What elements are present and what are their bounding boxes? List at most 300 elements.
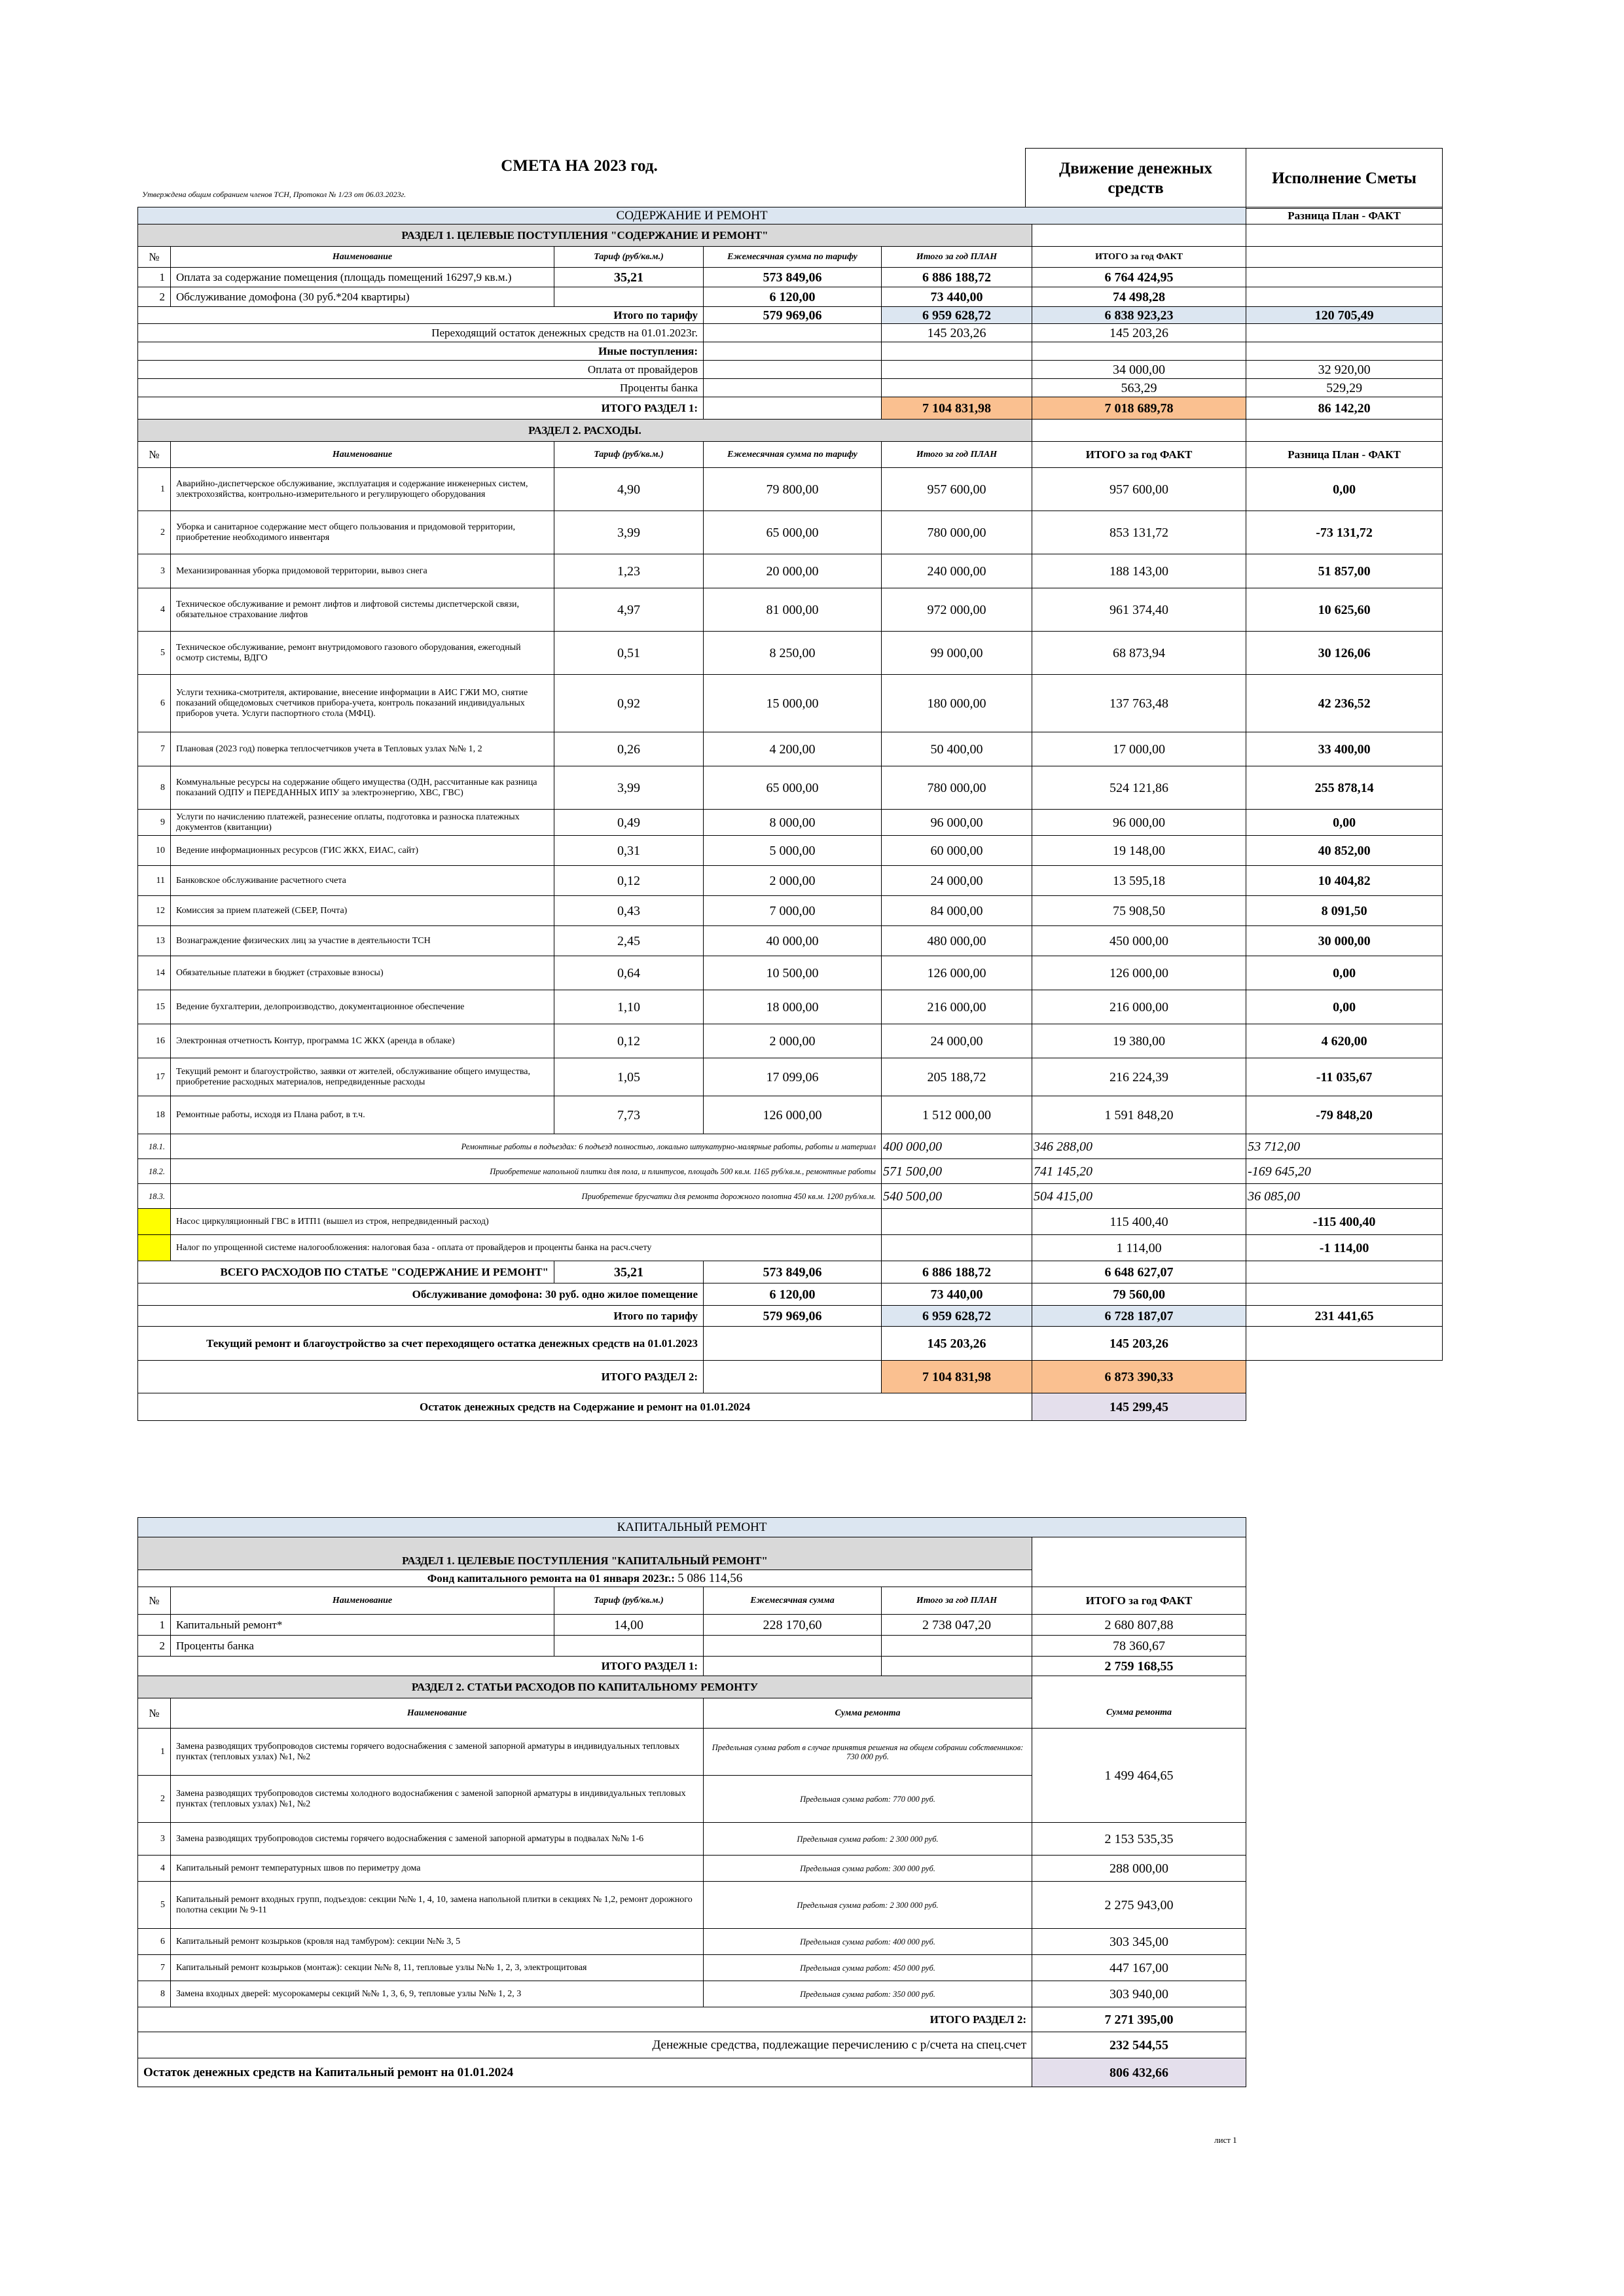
carryover-row — [138, 324, 1443, 342]
total1-fact: 7 018 689,78 — [1032, 397, 1246, 420]
row-tariff: 14,00 — [554, 1615, 704, 1636]
row-diff: 33 400,00 — [1246, 732, 1443, 766]
row-tariff: 3,99 — [554, 511, 704, 554]
row-monthly: 15 000,00 — [704, 675, 882, 732]
row-name: Ведение информационных ресурсов (ГИС ЖКХ, ЕИАС, сайт) — [171, 836, 554, 866]
all-expenses-monthly: 573 849,06 — [704, 1261, 882, 1283]
capital-total2-row — [138, 2007, 1246, 2032]
row-name: Услуги техника-смотрителя, актирование, внесение информации в АИС ГЖИ МО, снятие показаний общедомовых счетчиков прибора-учета, контроль показаний индивидуальных приборов учета. Услуги паспортного стола (МФЦ). — [171, 675, 554, 732]
extra-row — [138, 1235, 1443, 1261]
header-boxes — [1025, 148, 1443, 209]
total2-label: ИТОГО РАЗДЕЛ 2: — [138, 1361, 704, 1393]
row-plan: 540 500,00 — [882, 1184, 1032, 1209]
row-name: Капитальный ремонт козырьков (монтаж): секции №№ 8, 11, тепловые узлы №№ 1, 2, 3, электрощитовая — [171, 1955, 704, 1981]
row-name: Приобретение напольной плитки для пола, и плинтусов, площадь 500 кв.м. 1165 руб/кв.м., ремонтные работы — [171, 1159, 882, 1184]
capital-income-row — [138, 1615, 1246, 1636]
row-num: 1 — [138, 468, 171, 511]
col-fact: ИТОГО за год ФАКТ — [1032, 1587, 1246, 1615]
row-monthly: 228 170,60 — [704, 1615, 882, 1636]
expense-row — [138, 554, 1443, 588]
row-plan: 480 000,00 — [882, 926, 1032, 956]
execution-header: Исполнение Сметы — [1246, 149, 1443, 209]
row-name: Текущий ремонт и благоустройство, заявки от жителей, обслуживание общего имущества, приобретение расходных материалов, непредвиденные расходы — [171, 1058, 554, 1096]
tariff-total-row — [138, 307, 1443, 324]
row-fact: 1 591 848,20 — [1032, 1096, 1246, 1134]
row-diff: 40 852,00 — [1246, 836, 1443, 866]
expense-row — [138, 675, 1443, 732]
col-fact: ИТОГО за год ФАКТ — [1032, 442, 1246, 468]
row-tariff: 0,31 — [554, 836, 704, 866]
row-diff: 0,00 — [1246, 468, 1443, 511]
row-fact: 2 153 535,35 — [1032, 1823, 1246, 1856]
works-row — [138, 1882, 1246, 1929]
other-income-label: Иные поступления: — [138, 342, 704, 361]
row-num: 7 — [138, 732, 171, 766]
all-expenses-label: ВСЕГО РАСХОДОВ ПО СТАТЬЕ "СОДЕРЖАНИЕ И РЕМОНТ" — [138, 1261, 554, 1283]
row-plan: 957 600,00 — [882, 468, 1032, 511]
row-fact: 957 600,00 — [1032, 468, 1246, 511]
current-repair-label: Текущий ремонт и благоустройство за счет переходящего остатка денежных средств на 01.01.2023 — [138, 1327, 704, 1361]
row-plan: 571 500,00 — [882, 1159, 1032, 1184]
col-num: № — [138, 442, 171, 468]
row-tariff: 35,21 — [554, 268, 704, 287]
row-name: Аварийно-диспетчерское обслуживание, эксплуатация и содержание инженерных систем, электрохозяйства, контрольно-измерительного и регулирующего оборудования — [171, 468, 554, 511]
row-num: 2 — [138, 511, 171, 554]
row-name: Коммунальные ресурсы на содержание общего имущества (ОДН, рассчитанные как разница показаний ОДПУ и ПЕРЕДАННЫХ ИПУ за электроэнергию, ХВС, ГВС) — [171, 766, 554, 810]
col-num: № — [138, 1698, 171, 1729]
row-plan: 216 000,00 — [882, 990, 1032, 1024]
col-plan: Итого за год ПЛАН — [882, 1587, 1032, 1615]
bank-interest-label: Проценты банка — [138, 379, 704, 397]
row-diff: 0,00 — [1246, 810, 1443, 836]
row-fact: 450 000,00 — [1032, 926, 1246, 956]
row-tariff: 1,05 — [554, 1058, 704, 1096]
expense-row — [138, 866, 1443, 896]
capital-total1-fact: 2 759 168,55 — [1032, 1657, 1246, 1676]
highlight-marker — [138, 1235, 171, 1261]
providers-row — [138, 361, 1443, 379]
col-tariff: Тариф (руб/кв.м.) — [554, 247, 704, 268]
all-expenses-row — [138, 1261, 1443, 1283]
providers-fact: 34 000,00 — [1032, 361, 1246, 379]
col-sum: Сумма ремонта — [704, 1698, 1032, 1729]
balance-fact: 145 299,45 — [1032, 1393, 1246, 1421]
expense-row — [138, 926, 1443, 956]
expense-row — [138, 810, 1443, 836]
row-plan: 24 000,00 — [882, 1024, 1032, 1058]
row-monthly: 65 000,00 — [704, 511, 882, 554]
highlight-marker — [138, 1209, 171, 1235]
row-diff: 0,00 — [1246, 956, 1443, 990]
tariff-total2-plan: 6 959 628,72 — [882, 1306, 1032, 1327]
col-name: Наименование — [171, 247, 554, 268]
expense-row — [138, 468, 1443, 511]
all-expenses-fact: 6 648 627,07 — [1032, 1261, 1246, 1283]
col-monthly: Ежемесячная сумма — [704, 1587, 882, 1615]
row-fact: 524 121,86 — [1032, 766, 1246, 810]
col-name: Наименование — [171, 1587, 554, 1615]
section1-heading: РАЗДЕЛ 1. ЦЕЛЕВЫЕ ПОСТУПЛЕНИЯ "СОДЕРЖАНИЕ И РЕМОНТ" — [138, 224, 1032, 247]
row-diff: -73 131,72 — [1246, 511, 1443, 554]
row-num: 2 — [138, 1776, 171, 1823]
row-plan: 400 000,00 — [882, 1134, 1032, 1159]
row-name: Приобретение брусчатки для ремонта дорожного полотна 450 кв.м. 1200 руб/кв.м. — [171, 1184, 882, 1209]
bank-interest-fact: 563,29 — [1032, 379, 1246, 397]
tariff-total2-fact: 6 728 187,07 — [1032, 1306, 1246, 1327]
row-num: 18.1. — [138, 1134, 171, 1159]
expense-row — [138, 896, 1443, 926]
row-name: Насос циркуляционный ГВС в ИТП1 (вышел из строя, непредвиденный расход) — [171, 1209, 882, 1235]
capital-total1-row — [138, 1657, 1246, 1676]
row-limit: Предельная сумма работ: 450 000 руб. — [704, 1955, 1032, 1981]
row-name: Замена разводящих трубопроводов системы горячего водоснабжения с заменой запорной арматуры в подвалах №№ 1-6 — [171, 1823, 704, 1856]
tariff-total-label: Итого по тарифу — [138, 307, 704, 324]
expense-row — [138, 766, 1443, 810]
row-fact: 19 148,00 — [1032, 836, 1246, 866]
all-expenses-plan: 6 886 188,72 — [882, 1261, 1032, 1283]
row-fact: 137 763,48 — [1032, 675, 1246, 732]
fund-row — [138, 1570, 1032, 1587]
row-tariff: 1,23 — [554, 554, 704, 588]
row-name: Механизированная уборка придомовой территории, вывоз снега — [171, 554, 554, 588]
diff-header: Разница План - ФАКТ — [1246, 207, 1443, 224]
row-num: 15 — [138, 990, 171, 1024]
col-tariff: Тариф (руб/кв.м.) — [554, 1587, 704, 1615]
works-row — [138, 1823, 1246, 1856]
providers-diff: 32 920,00 — [1246, 361, 1443, 379]
row-plan: 50 400,00 — [882, 732, 1032, 766]
transfer-label: Денежные средства, подлежащие перечислению с р/счета на спец.счет — [138, 2032, 1032, 2058]
col-plan: Итого за год ПЛАН — [882, 247, 1032, 268]
row-limit: Предельная сумма работ: 2 300 000 руб. — [704, 1823, 1032, 1856]
capital-heading: КАПИТАЛЬНЫЙ РЕМОНТ — [138, 1518, 1246, 1537]
row-monthly: 6 120,00 — [704, 287, 882, 307]
col-plan: Итого за год ПЛАН — [882, 442, 1032, 468]
maintenance-table — [137, 207, 1443, 1421]
row-limit: Предельная сумма работ: 300 000 руб. — [704, 1856, 1032, 1882]
row-monthly: 20 000,00 — [704, 554, 882, 588]
intercom-monthly: 6 120,00 — [704, 1283, 882, 1306]
row-name: Обслуживание домофона (30 руб.*204 квартиры) — [171, 287, 554, 307]
row-tariff: 3,99 — [554, 766, 704, 810]
row-num: 14 — [138, 956, 171, 990]
row-name: Уборка и санитарное содержание мест общего пользования и придомовой территории, приобретение необходимого инвентаря — [171, 511, 554, 554]
balance-label: Остаток денежных средств на Содержание и ремонт на 01.01.2024 — [138, 1393, 1032, 1421]
row-name: Проценты банка — [171, 1636, 554, 1657]
expense-row — [138, 956, 1443, 990]
row-num: 18.2. — [138, 1159, 171, 1184]
row-plan: 60 000,00 — [882, 836, 1032, 866]
row-diff: 10 404,82 — [1246, 866, 1443, 896]
col-fact: ИТОГО за год ФАКТ — [1032, 247, 1246, 268]
row-name: Замена входных дверей: мусорокамеры секций №№ 1, 3, 6, 9, тепловые узлы №№ 1, 2, 3 — [171, 1981, 704, 2007]
row-tariff: 0,12 — [554, 1024, 704, 1058]
row-monthly: 17 099,06 — [704, 1058, 882, 1096]
row-monthly: 40 000,00 — [704, 926, 882, 956]
row-monthly: 5 000,00 — [704, 836, 882, 866]
row-monthly: 573 849,06 — [704, 268, 882, 287]
section2-heading: РАЗДЕЛ 2. РАСХОДЫ. — [138, 420, 1032, 442]
income-row — [138, 287, 1443, 307]
row-diff: 30 000,00 — [1246, 926, 1443, 956]
col-num: № — [138, 1587, 171, 1615]
works-row — [138, 1729, 1246, 1776]
row-fact: 188 143,00 — [1032, 554, 1246, 588]
row-num: 1 — [138, 1729, 171, 1776]
col-name: Наименование — [171, 442, 554, 468]
row-monthly: 81 000,00 — [704, 588, 882, 632]
row-fact: 346 288,00 — [1032, 1134, 1246, 1159]
intercom-plan: 73 440,00 — [882, 1283, 1032, 1306]
row-name: Капитальный ремонт входных групп, подъездов: секции №№ 1, 4, 10, замена напольной плитки в секциях № 1,2, ремонт дорожного полотна секции № 9-11 — [171, 1882, 704, 1929]
row-fact: 2 275 943,00 — [1032, 1882, 1246, 1929]
expense-row — [138, 732, 1443, 766]
row-fact: 2 680 807,88 — [1032, 1615, 1246, 1636]
row-diff: -11 035,67 — [1246, 1058, 1443, 1096]
expense-row — [138, 1024, 1443, 1058]
carryover-fact: 145 203,26 — [1032, 324, 1246, 342]
intercom-fact: 79 560,00 — [1032, 1283, 1246, 1306]
total1-diff: 86 142,20 — [1246, 397, 1443, 420]
row-name: Замена разводящих трубопроводов системы горячего водоснабжения с заменой запорной арматуры в индивидуальных тепловых пунктах (тепловых узлах) №1, №2 — [171, 1729, 704, 1776]
carryover-label: Переходящий остаток денежных средств на 01.01.2023г. — [138, 324, 704, 342]
row-plan: 99 000,00 — [882, 632, 1032, 675]
row-monthly: 2 000,00 — [704, 866, 882, 896]
row-num: 16 — [138, 1024, 171, 1058]
capital-section2-heading: РАЗДЕЛ 2. СТАТЬИ РАСХОДОВ ПО КАПИТАЛЬНОМУ РЕМОНТУ — [138, 1676, 1032, 1698]
row-name: Комиссия за прием платежей (СБЕР, Почта) — [171, 896, 554, 926]
row-tariff: 0,12 — [554, 866, 704, 896]
row-fact: 216 000,00 — [1032, 990, 1246, 1024]
row-num: 17 — [138, 1058, 171, 1096]
row-tariff: 4,97 — [554, 588, 704, 632]
works-row — [138, 1856, 1246, 1882]
row-diff: 8 091,50 — [1246, 896, 1443, 926]
row-fact: 961 374,40 — [1032, 588, 1246, 632]
row-diff: -79 848,20 — [1246, 1096, 1443, 1134]
capital-total2-label: ИТОГО РАЗДЕЛ 2: — [138, 2007, 1032, 2032]
row-fact: 96 000,00 — [1032, 810, 1246, 836]
expense-row — [138, 990, 1443, 1024]
fund-value: 5 086 114,56 — [677, 1571, 743, 1585]
row-plan: 180 000,00 — [882, 675, 1032, 732]
expense-row — [138, 836, 1443, 866]
row-diff: 10 625,60 — [1246, 588, 1443, 632]
row-fact: 74 498,28 — [1032, 287, 1246, 307]
transfer-fact: 232 544,55 — [1032, 2032, 1246, 2058]
row-num: 6 — [138, 1929, 171, 1955]
row-plan: 6 886 188,72 — [882, 268, 1032, 287]
total1-label: ИТОГО РАЗДЕЛ 1: — [138, 397, 704, 420]
tariff-total2-diff: 231 441,65 — [1246, 1306, 1443, 1327]
row-diff: 4 620,00 — [1246, 1024, 1443, 1058]
row-diff: 30 126,06 — [1246, 632, 1443, 675]
row-diff: 255 878,14 — [1246, 766, 1443, 810]
row-monthly: 10 500,00 — [704, 956, 882, 990]
row-name: Техническое обслуживание и ремонт лифтов и лифтовой системы диспетчерской связи, обязательное страхование лифтов — [171, 588, 554, 632]
row-num: 13 — [138, 926, 171, 956]
works-row — [138, 1955, 1246, 1981]
intercom-label: Обслуживание домофона: 30 руб. одно жилое помещение — [138, 1283, 704, 1306]
capital-balance-label: Остаток денежных средств на Капитальный ремонт на 01.01.2024 — [138, 2058, 1032, 2087]
row-limit: Предельная сумма работ: 350 000 руб. — [704, 1981, 1032, 2007]
row-limit: Предельная сумма работ в случае принятия решения на общем собрании собственников: 730 000 руб. — [704, 1729, 1032, 1776]
row-plan: 240 000,00 — [882, 554, 1032, 588]
row-num: 4 — [138, 1856, 171, 1882]
row-num: 2 — [138, 287, 171, 307]
col-name: Наименование — [171, 1698, 704, 1729]
tariff-total-monthly: 579 969,06 — [704, 307, 882, 324]
row-diff: 0,00 — [1246, 990, 1443, 1024]
works-1-2-fact: 1 499 464,65 — [1032, 1729, 1246, 1823]
row-name: Ремонтные работы в подъездах: 6 подъезд полностью, локально штукатурно-малярные работы, работы и материал — [171, 1134, 882, 1159]
row-fact: 303 940,00 — [1032, 1981, 1246, 2007]
row-tariff: 0,43 — [554, 896, 704, 926]
row-monthly: 7 000,00 — [704, 896, 882, 926]
row-fact: 447 167,00 — [1032, 1955, 1246, 1981]
row-diff: -115 400,40 — [1246, 1209, 1443, 1235]
row-name: Банковское обслуживание расчетного счета — [171, 866, 554, 896]
tariff-total-diff: 120 705,49 — [1246, 307, 1443, 324]
row-name: Ведение бухгалтерии, делопроизводство, документационное обеспечение — [171, 990, 554, 1024]
expense-row — [138, 632, 1443, 675]
carryover-plan: 145 203,26 — [882, 324, 1032, 342]
row-monthly: 8 250,00 — [704, 632, 882, 675]
row-name: Плановая (2023 год) поверка теплосчетчиков учета в Тепловых узлах №№ 1, 2 — [171, 732, 554, 766]
row-fact: 115 400,40 — [1032, 1209, 1246, 1235]
current-repair-fact: 145 203,26 — [1032, 1327, 1246, 1361]
total2-fact: 6 873 390,33 — [1032, 1361, 1246, 1393]
providers-label: Оплата от провайдеров — [138, 361, 704, 379]
all-expenses-tariff: 35,21 — [554, 1261, 704, 1283]
total1-row — [138, 397, 1443, 420]
row-fact: 126 000,00 — [1032, 956, 1246, 990]
total1-plan: 7 104 831,98 — [882, 397, 1032, 420]
row-num: 18.3. — [138, 1184, 171, 1209]
row-plan: 780 000,00 — [882, 766, 1032, 810]
row-num: 8 — [138, 1981, 171, 2007]
row-limit: Предельная сумма работ: 2 300 000 руб. — [704, 1882, 1032, 1929]
row-plan: 2 738 047,20 — [882, 1615, 1032, 1636]
row-name: Ремонтные работы, исходя из Плана работ, в т.ч. — [171, 1096, 554, 1134]
cash-flow-header: Движение денежных средств — [1026, 149, 1246, 209]
row-num: 5 — [138, 632, 171, 675]
row-fact: 741 145,20 — [1032, 1159, 1246, 1184]
transfer-row — [138, 2032, 1246, 2058]
row-num: 3 — [138, 1823, 171, 1856]
row-plan: 1 512 000,00 — [882, 1096, 1032, 1134]
row-fact: 1 114,00 — [1032, 1235, 1246, 1261]
capital-total1-label: ИТОГО РАЗДЕЛ 1: — [138, 1657, 704, 1676]
row-tariff: 0,26 — [554, 732, 704, 766]
row-name: Замена разводящих трубопроводов системы холодного водоснабжения с заменой запорной арматуры в индивидуальных тепловых пунктах (тепловых узлах) №1, №2 — [171, 1776, 704, 1823]
row-tariff: 0,49 — [554, 810, 704, 836]
row-diff: 51 857,00 — [1246, 554, 1443, 588]
row-num: 3 — [138, 554, 171, 588]
col-num: № — [138, 247, 171, 268]
col-tariff: Тариф (руб/кв.м.) — [554, 442, 704, 468]
row-monthly: 18 000,00 — [704, 990, 882, 1024]
total2-plan: 7 104 831,98 — [882, 1361, 1032, 1393]
col-monthly: Ежемесячная сумма по тарифу — [704, 247, 882, 268]
row-limit: Предельная сумма работ: 770 000 руб. — [704, 1776, 1032, 1823]
row-name: Капитальный ремонт* — [171, 1615, 554, 1636]
row-fact: 216 224,39 — [1032, 1058, 1246, 1096]
row-monthly: 65 000,00 — [704, 766, 882, 810]
col-sum-fact: Сумма ремонта — [1032, 1698, 1246, 1729]
row-num: 9 — [138, 810, 171, 836]
expense-row — [138, 1058, 1443, 1096]
extra-row — [138, 1209, 1443, 1235]
current-repair-row — [138, 1327, 1443, 1361]
approval-note: Утверждена общим собранием членов ТСН, Протокол № 1/23 от 06.03.2023г. — [142, 190, 406, 199]
subitem-row — [138, 1184, 1443, 1209]
row-tariff: 4,90 — [554, 468, 704, 511]
row-tariff: 0,51 — [554, 632, 704, 675]
row-tariff: 2,45 — [554, 926, 704, 956]
row-plan: 96 000,00 — [882, 810, 1032, 836]
capital-repair-table — [137, 1517, 1246, 2087]
row-fact: 68 873,94 — [1032, 632, 1246, 675]
capital-total2-fact: 7 271 395,00 — [1032, 2007, 1246, 2032]
row-monthly: 126 000,00 — [704, 1096, 882, 1134]
row-plan: 780 000,00 — [882, 511, 1032, 554]
row-fact: 78 360,67 — [1032, 1636, 1246, 1657]
row-monthly: 4 200,00 — [704, 732, 882, 766]
row-fact: 75 908,50 — [1032, 896, 1246, 926]
col-monthly: Ежемесячная сумма по тарифу — [704, 442, 882, 468]
row-num: 8 — [138, 766, 171, 810]
total2-row — [138, 1361, 1443, 1393]
row-num: 2 — [138, 1636, 171, 1657]
row-plan: 84 000,00 — [882, 896, 1032, 926]
row-tariff: 7,73 — [554, 1096, 704, 1134]
bank-interest-diff: 529,29 — [1246, 379, 1443, 397]
row-name: Вознаграждение физических лиц за участие в деятельности ТСН — [171, 926, 554, 956]
row-diff: 42 236,52 — [1246, 675, 1443, 732]
capital-balance-row — [138, 2058, 1246, 2087]
tariff-total-plan: 6 959 628,72 — [882, 307, 1032, 324]
row-fact: 17 000,00 — [1032, 732, 1246, 766]
row-fact: 303 345,00 — [1032, 1929, 1246, 1955]
expense-row — [138, 588, 1443, 632]
row-num: 7 — [138, 1955, 171, 1981]
row-tariff: 0,92 — [554, 675, 704, 732]
row-num: 6 — [138, 675, 171, 732]
row-num: 12 — [138, 896, 171, 926]
row-tariff: 1,10 — [554, 990, 704, 1024]
row-name: Налог по упрощенной системе налогообложения: налоговая база - оплата от провайдеров и проценты банка на расч.счету — [171, 1235, 882, 1261]
row-plan: 24 000,00 — [882, 866, 1032, 896]
fund-label: Фонд капитального ремонта на 01 января 2023г.: — [427, 1571, 675, 1585]
balance-row — [138, 1393, 1443, 1421]
row-fact: 853 131,72 — [1032, 511, 1246, 554]
income-row — [138, 268, 1443, 287]
sheet-label: лист 1 — [1214, 2135, 1237, 2145]
intercom-row — [138, 1283, 1443, 1306]
row-limit: Предельная сумма работ: 400 000 руб. — [704, 1929, 1032, 1955]
row-name: Капитальный ремонт козырьков (кровля над тамбуром): секции №№ 3, 5 — [171, 1929, 704, 1955]
row-name: Оплата за содержание помещения (площадь помещений 16297,9 кв.м.) — [171, 268, 554, 287]
row-num: 5 — [138, 1882, 171, 1929]
row-diff: 36 085,00 — [1246, 1184, 1443, 1209]
row-num: 4 — [138, 588, 171, 632]
row-tariff: 0,64 — [554, 956, 704, 990]
row-num: 1 — [138, 1615, 171, 1636]
document-title: СМЕТА НА 2023 год. — [501, 157, 658, 175]
works-row — [138, 1929, 1246, 1955]
tariff-total-fact: 6 838 923,23 — [1032, 307, 1246, 324]
